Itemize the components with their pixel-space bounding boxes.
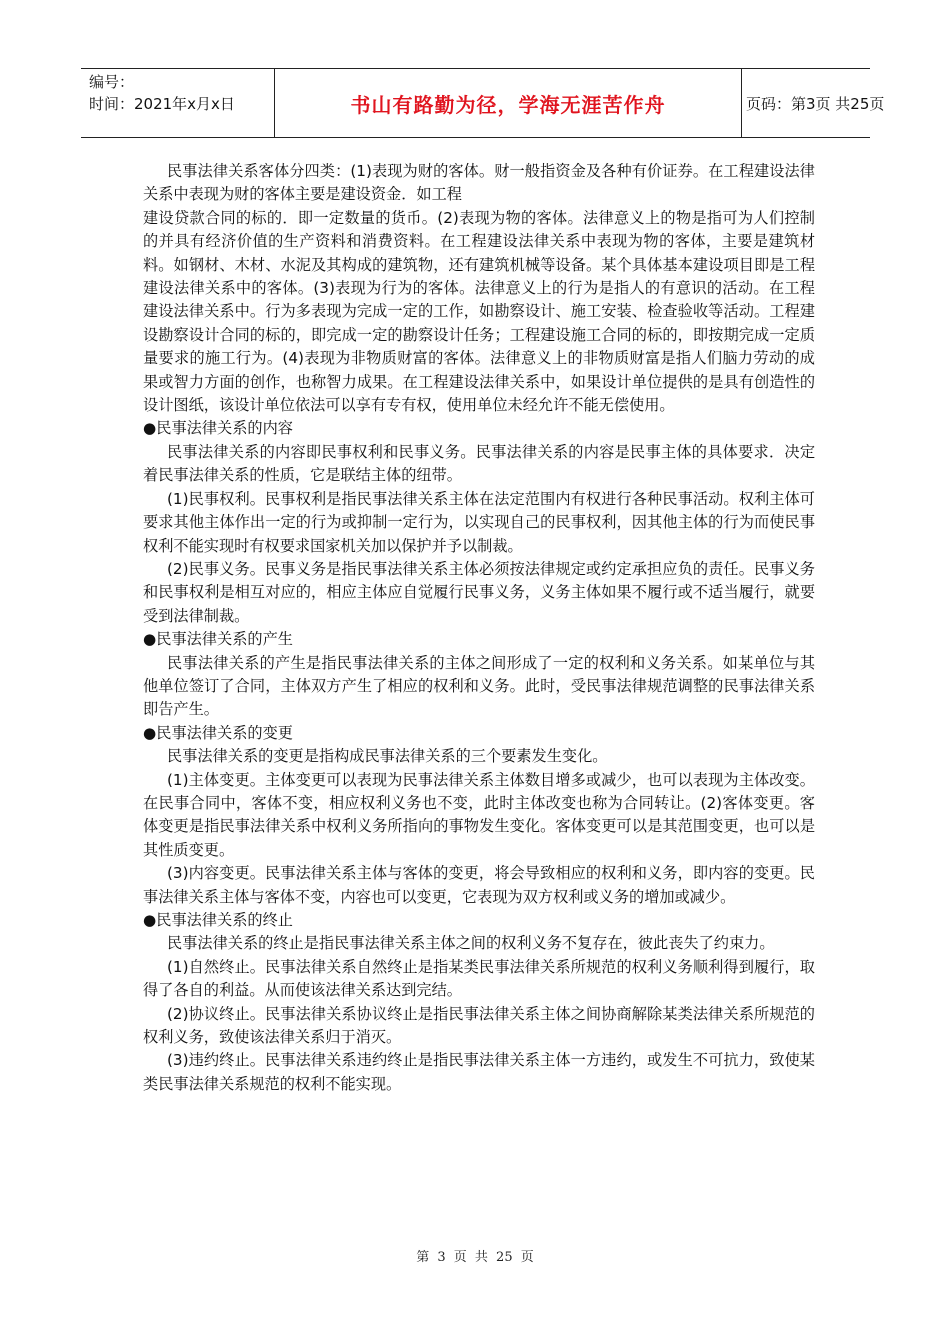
section-heading: ●民事法律关系的产生 <box>143 630 293 649</box>
document-number-label: 编号： <box>89 73 135 91</box>
paragraph: 民事法律关系的内容即民事权利和民事义务。民事法律关系的内容是民事主体的具体要求．决定着民事法律关系的性质，它是联结主体的纽带。 <box>143 442 815 485</box>
header-page-number: 页码：第3页 共25页 <box>746 94 885 113</box>
document-body <box>143 160 815 1096</box>
paragraph: 民事法律关系的产生是指民事法律关系的主体之间形成了一定的权利和义务关系。如某单位与其他单位签订了合同，主体双方产生了相应的权利和义务。此时，受民事法律规范调整的民事法律关系即告产生。 <box>143 653 815 719</box>
paragraph: (2)协议终止。民事法律关系协议终止是指民事法律关系主体之间协商解除某类法律关系所规范的权利义务，致使该法律关系归于消灭。 <box>143 1004 815 1047</box>
page-footer: 第 3 页 共 25 页 <box>416 1250 534 1265</box>
paragraph: 民事法律关系的终止是指民事法律关系主体之间的权利义务不复存在，彼此丧失了约束力。 <box>167 934 775 953</box>
header-meta <box>89 71 279 115</box>
paragraph: (3)违约终止。民事法律关系违约终止是指民事法律关系主体一方违约，或发生不可抗力，致使某类民事法律关系规范的权利不能实现。 <box>143 1051 815 1093</box>
paragraph: (3)内容变更。民事法律关系主体与客体的变更，将会导致相应的权利和义务，即内容的变更。民事法律关系主体与客体不变，内容也可以变更，它表现为双方权利或义务的增加或减少。 <box>143 864 815 906</box>
paragraph: (1)民事权利。民事权利是指民事法律关系主体在法定范围内有权进行各种民事活动。权利主体可要求其他主体作出一定的行为或抑制一定行为，以实现自己的民事权利，因其他主体的行为而使民事权利不能实现时有权要求国家机关加以保护并予以制裁。 <box>143 489 815 555</box>
section-heading: ●民事法律关系的内容 <box>143 419 293 438</box>
paragraph: 建设贷款合同的标的．即一定数量的货币。(2)表现为物的客体。法律意义上的物是指可为人们控制的并具有经济价值的生产资料和消费资料。在工程建设法律关系中表现为物的客体，主要是建筑材料。如钢材、木材、水泥及其构成的建筑物，还有建筑机械等设备。某个具体基本建设项目即是工程建设法律关系中的客体。(3)表现为行为的客体。法律意义上的行为是指人的有意识的活动。在工程建设法律关系中。行为多表现为完成一定的工作，如勘察设计、施工安装、检查验收等活动。工程建设勘察设计合同的标的，即完成一定的勘察设计任务；工程建设施工合同的标的，即按期完成一定质量要求的施工行为。(4)表现为非物质财富的客体。法律意义上的非物质财富是指人们脑力劳动的成果或智力方面的创作，也称智力成果。在工程建设法律关系中，如果设计单位提供的是具有创造性的设计图纸，该设计单位依法可以享有专有权，使用单位未经允许不能无偿使用。 <box>143 208 815 415</box>
header-motto: 书山有路勤为径，学海无涯苦作舟 <box>350 92 666 117</box>
paragraph: (1)自然终止。民事法律关系自然终止是指某类民事法律关系所规范的权利义务顺利得到履行，取得了各自的利益。从而使该法律关系达到完结。 <box>143 957 815 1000</box>
section-heading: ●民事法律关系的终止 <box>143 911 293 929</box>
paragraph: (1)主体变更。主体变更可以表现为民事法律关系主体数目增多或减少，也可以表现为主体改变。在民事合同中，客体不变，相应权利义务也不变，此时主体改变也称为合同转让。(2)客体变更。客体变更是指民事法律关系中权利义务所指向的事物发生变化。客体变更可以是其范围变更，也可以是其性质变更。 <box>143 770 815 859</box>
section-heading: ●民事法律关系的变更 <box>143 723 293 742</box>
page-header <box>81 68 885 138</box>
paragraph: (2)民事义务。民事义务是指民事法律关系主体必须按法律规定或约定承担应负的责任。民事义务和民事权利是相互对应的，相应主体应自觉履行民事义务，义务主体如果不履行或不适当履行，就要受到法律制裁。 <box>143 559 815 625</box>
paragraph: 民事法律关系的变更是指构成民事法律关系的三个要素发生变化。 <box>167 747 608 766</box>
document-date: 时间：2021年x月x日 <box>89 95 235 113</box>
paragraph: 民事法律关系客体分四类：(1)表现为财的客体。财一般指资金及各种有价证券。在工程建设法律关系中表现为财的客体主要是建设资金．如工程 <box>143 162 815 204</box>
